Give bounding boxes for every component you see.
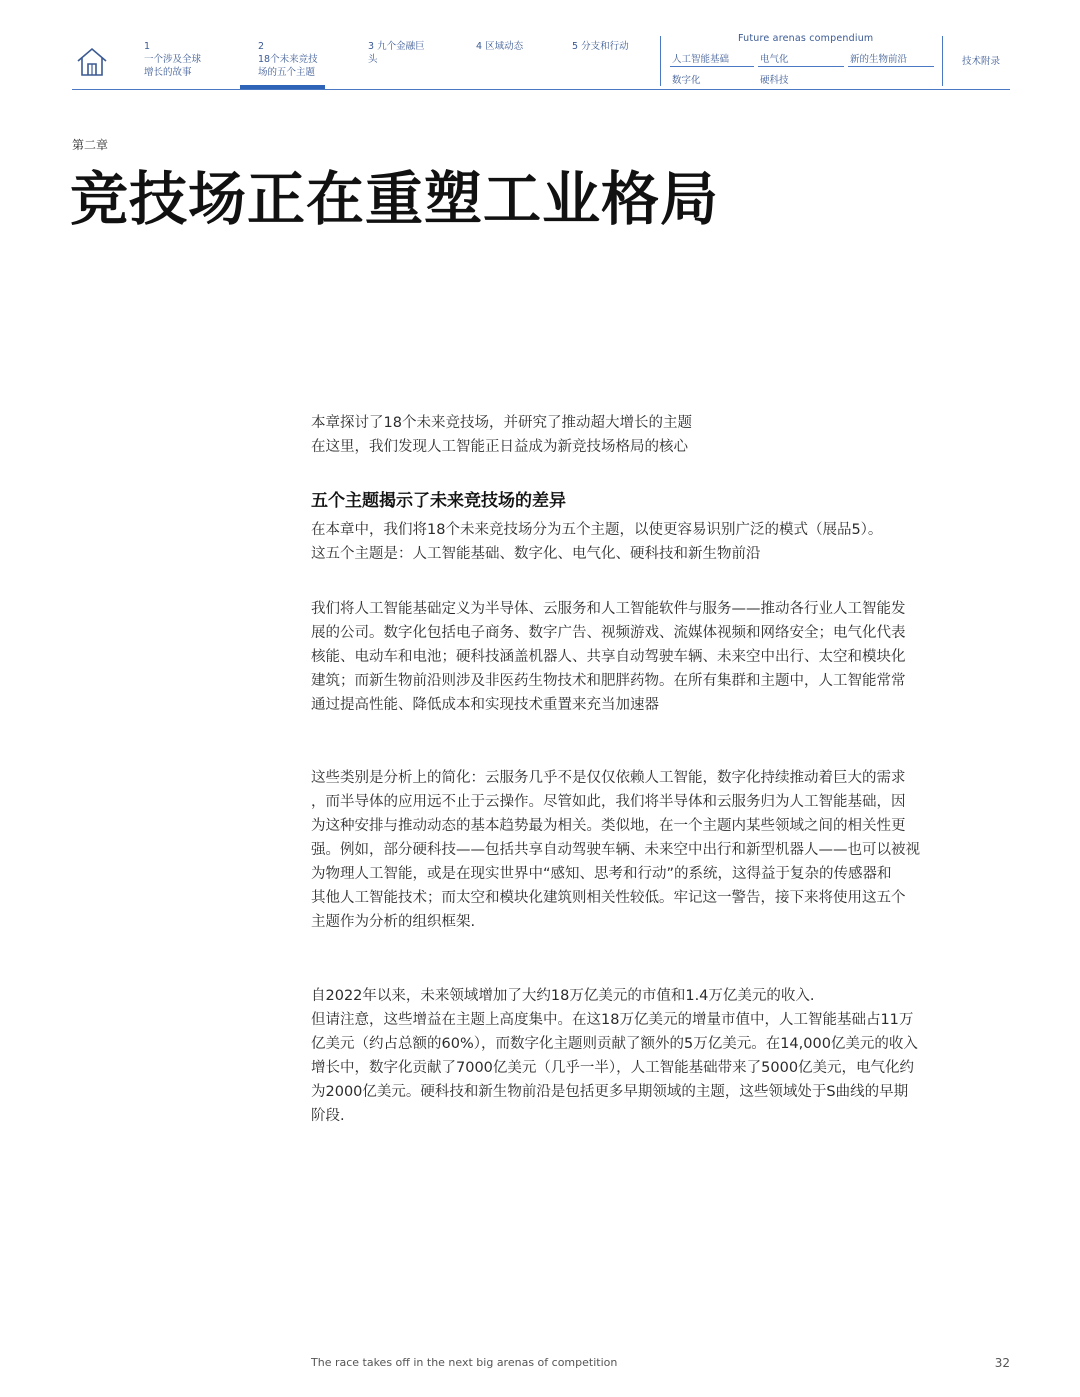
text-line: 这五个主题是：人工智能基础、数字化、电气化、硬科技和新生物前沿 [311, 546, 761, 562]
text-line: 自2022年以来，未来领域增加了大约18万亿美元的市值和1.4万亿美元的收入. [311, 988, 815, 1004]
footer-running-title: The race takes off in the next big arenas of competition [311, 1356, 618, 1369]
text-line: 核能、电动车和电池；硬科技涵盖机器人、共享自动驾驶车辆、未来空中出行、太空和模块化 [311, 649, 906, 665]
text-line: 通过提高性能、降低成本和实现技术重置来充当加速器 [311, 697, 659, 713]
text-line: 增长中，数字化贡献了7000亿美元（几乎一半），人工智能基础带来了5000亿美元，电气化约 [311, 1060, 915, 1076]
chapter-label: 第二章 [72, 138, 109, 152]
text-line: 但请注意，这些增益在主题上高度集中。在这18万亿美元的增量市值中，人工智能基础占11万 [311, 1012, 914, 1028]
text-line: 我们将人工智能基础定义为半导体、云服务和人工智能软件与服务——推动各行业人工智能发 [311, 601, 906, 617]
nav-item-chapter-1[interactable] [144, 40, 206, 79]
text-line: ，而半导体的应用远不止于云操作。尽管如此，我们将半导体和云服务归为人工智能基础，因 [311, 794, 906, 810]
body-paragraph-growth [311, 984, 1011, 1128]
nav-item-label: 5 分支和行动 [572, 41, 629, 52]
nav-item-label: 18个未来竞技场的五个主题 [258, 54, 318, 78]
page-number: 32 [994, 1356, 1010, 1370]
nav-item-chapter-2[interactable] [258, 40, 320, 79]
text-line: 强。例如，部分硬科技——包括共享自动驾驶车辆、未来空中出行和新型机器人——也可以被视 [311, 842, 920, 858]
text-line: 在本章中，我们将18个未来竞技场分为五个主题，以使更容易识别广泛的模式（展品5）。 [311, 522, 883, 538]
compendium-item-electrification[interactable]: 电气化 [760, 54, 789, 65]
section-heading: 五个主题揭示了未来竞技场的差异 [311, 491, 566, 511]
home-icon[interactable] [76, 46, 108, 78]
compendium-item-hard-tech[interactable]: 硬科技 [760, 75, 789, 86]
body-paragraph-themes [311, 518, 1011, 566]
text-line: 为物理人工智能，或是在现实世界中“感知、思考和行动”的系统，这得益于复杂的传感器和 [311, 866, 892, 882]
nav-item-number: 2 [258, 41, 265, 52]
text-line: 这些类别是分析上的简化：云服务几乎不是仅仅依赖人工智能，数字化持续推动着巨大的需求 [311, 770, 906, 786]
nav-item-appendix[interactable]: 技术附录 [962, 56, 1001, 67]
text-line: 为2000亿美元。硬科技和新生物前沿是包括更多早期领域的主题，这些领域处于S曲线的早期 [311, 1084, 909, 1100]
compendium-underline [758, 66, 844, 67]
body-paragraph-simplification [311, 766, 1011, 934]
nav-divider [660, 36, 661, 86]
compendium-item-ai-foundations[interactable]: 人工智能基础 [672, 54, 730, 65]
page-title: 竞技场正在重塑工业格局 [70, 165, 720, 233]
text-line: 为这种安排与推动动态的基本趋势最为相关。类似地，在一个主题内某些领域之间的相关性更 [311, 818, 906, 834]
top-navigation [72, 28, 1010, 90]
nav-bottom-rule [72, 89, 1010, 90]
intro-paragraph [311, 411, 1011, 459]
text-line: 其他人工智能技术；而太空和模块化建筑则相关性较低。牢记这一警告，接下来将使用这五个 [311, 890, 906, 906]
compendium-title: Future arenas compendium [738, 33, 874, 44]
text-line: 建筑；而新生物前沿则涉及非医药生物技术和肥胖药物。在所有集群和主题中，人工智能常常 [311, 673, 906, 689]
text-line: 阶段. [311, 1108, 345, 1124]
body-paragraph-definitions [311, 597, 1011, 717]
compendium-underline [848, 66, 934, 67]
nav-divider [942, 36, 943, 86]
nav-item-number: 1 [144, 41, 151, 52]
nav-item-chapter-5[interactable] [572, 40, 634, 53]
nav-item-label: 3 九个金融巨头 [368, 41, 425, 65]
nav-item-label: 4 区域动态 [476, 41, 524, 52]
nav-item-chapter-3[interactable] [368, 40, 430, 66]
compendium-item-bio-frontier[interactable]: 新的生物前沿 [850, 54, 908, 65]
text-line: 展的公司。数字化包括电子商务、数字广告、视频游戏、流媒体视频和网络安全；电气化代表 [311, 625, 906, 641]
text-line: 在这里，我们发现人工智能正日益成为新竞技场格局的核心 [311, 439, 688, 455]
compendium-underline [670, 66, 754, 67]
text-line: 亿美元（约占总额的60%），而数字化主题则贡献了额外的5万亿美元。在14,000亿美元的收入 [311, 1036, 918, 1052]
nav-item-chapter-4[interactable] [476, 40, 538, 53]
compendium-item-digitization[interactable]: 数字化 [672, 75, 701, 86]
text-line: 本章探讨了18个未来竞技场，并研究了推动超大增长的主题 [311, 415, 692, 431]
nav-item-label: 一个涉及全球增长的故事 [144, 54, 202, 78]
text-line: 主题作为分析的组织框架. [311, 914, 476, 930]
